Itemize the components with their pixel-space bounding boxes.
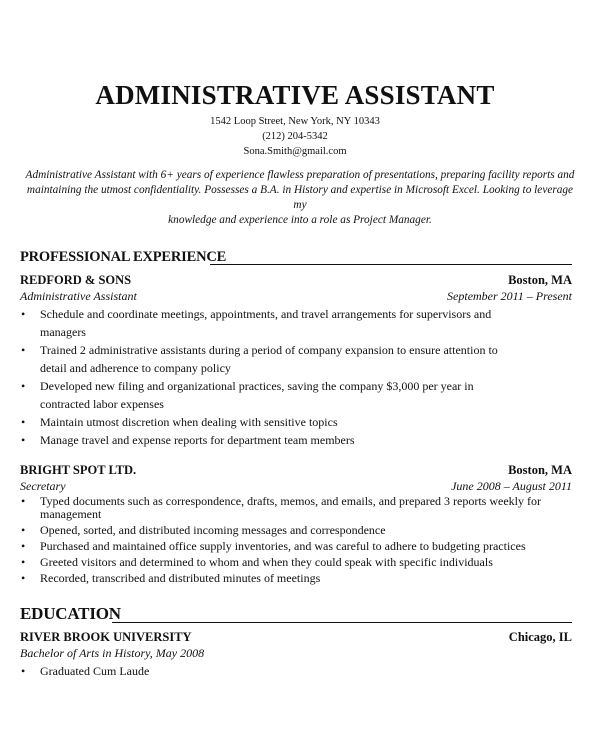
bullet-icon: • bbox=[21, 539, 26, 553]
bullet-icon: • bbox=[21, 571, 26, 585]
list-item: • Typed documents such as correspondence, drafts, memos, and emails, and prepared 3 reports weekly for management bbox=[21, 494, 541, 521]
contact-address: 1542 Loop Street, New York, NY 10343 bbox=[210, 116, 380, 127]
education-heading: EDUCATION bbox=[20, 604, 121, 623]
company-name: REDFORD & SONS bbox=[20, 273, 132, 287]
bullet-icon: • bbox=[21, 415, 26, 429]
bullet-icon: • bbox=[21, 664, 26, 678]
summary-paragraph bbox=[20, 168, 580, 228]
school-header bbox=[20, 630, 572, 645]
summary-line: maintaining the utmost confidentiality. Possesses a B.A. in History and expertise in Microsoft Excel. Looking to leverage my bbox=[26, 184, 574, 211]
job-dates: June 2008 – August 2011 bbox=[451, 479, 572, 493]
list-item: • Manage travel and expense reports for department team members bbox=[21, 433, 355, 447]
bullet-icon: • bbox=[21, 307, 26, 321]
list-item: • Purchased and maintained office supply inventories, and was careful to adhere to budgeting practices bbox=[21, 539, 526, 553]
resume-title: ADMINISTRATIVE ASSISTANT bbox=[95, 80, 495, 110]
job-subheader bbox=[20, 289, 572, 304]
list-item: • Trained 2 administrative assistants during a period of company expansion to ensure attention to detail and adherence to company policy bbox=[21, 343, 498, 375]
list-item: • Schedule and coordinate meetings, appointments, and travel arrangements for supervisors and managers bbox=[21, 307, 492, 339]
list-item: • Opened, sorted, and distributed incoming messages and correspondence bbox=[21, 523, 386, 537]
contact-email: Sona.Smith@gmail.com bbox=[243, 146, 347, 157]
job-role: Secretary bbox=[20, 479, 66, 493]
summary-line: Administrative Assistant with 6+ years of experience flawless preparation of presentations, preparing facility reports and bbox=[25, 169, 575, 181]
bullet-icon: • bbox=[21, 433, 26, 447]
experience-heading: PROFESSIONAL EXPERIENCE bbox=[20, 249, 227, 265]
job-role: Administrative Assistant bbox=[20, 289, 137, 303]
bullet-icon: • bbox=[21, 523, 26, 537]
job-dates: September 2011 – Present bbox=[447, 289, 572, 303]
bullet-icon: • bbox=[21, 379, 26, 393]
summary-line: knowledge and experience into a role as Project Manager. bbox=[168, 214, 432, 226]
section-rule bbox=[112, 622, 572, 623]
job-location: Boston, MA bbox=[508, 463, 572, 477]
list-item: • Developed new filing and organizational practices, saving the company $3,000 per year in contracted labor expenses bbox=[21, 379, 474, 411]
list-item: • Greeted visitors and determined to whom and when they could speak with specific individuals bbox=[21, 555, 493, 569]
list-item: • Maintain utmost discretion when dealing with sensitive topics bbox=[21, 415, 338, 429]
list-item: • Recorded, transcribed and distributed minutes of meetings bbox=[21, 571, 321, 585]
list-item: • Graduated Cum Laude bbox=[21, 664, 150, 678]
school-location: Chicago, IL bbox=[508, 630, 572, 644]
contact-phone: (212) 204-5342 bbox=[262, 131, 328, 142]
degree: Bachelor of Arts in History, May 2008 bbox=[20, 646, 205, 660]
job-header bbox=[20, 463, 572, 478]
bullet-icon: • bbox=[21, 555, 26, 569]
school-name: RIVER BROOK UNIVERSITY bbox=[20, 630, 192, 644]
section-rule bbox=[210, 264, 572, 265]
job-bullets bbox=[20, 495, 560, 588]
bullet-icon: • bbox=[21, 494, 26, 508]
education-bullets bbox=[20, 662, 540, 680]
job-bullets bbox=[20, 305, 540, 449]
company-name: BRIGHT SPOT LTD. bbox=[20, 463, 137, 477]
job-subheader bbox=[20, 479, 572, 494]
job-header bbox=[20, 273, 572, 288]
job-location: Boston, MA bbox=[508, 273, 572, 287]
bullet-icon: • bbox=[21, 343, 26, 357]
degree-row bbox=[20, 646, 572, 661]
